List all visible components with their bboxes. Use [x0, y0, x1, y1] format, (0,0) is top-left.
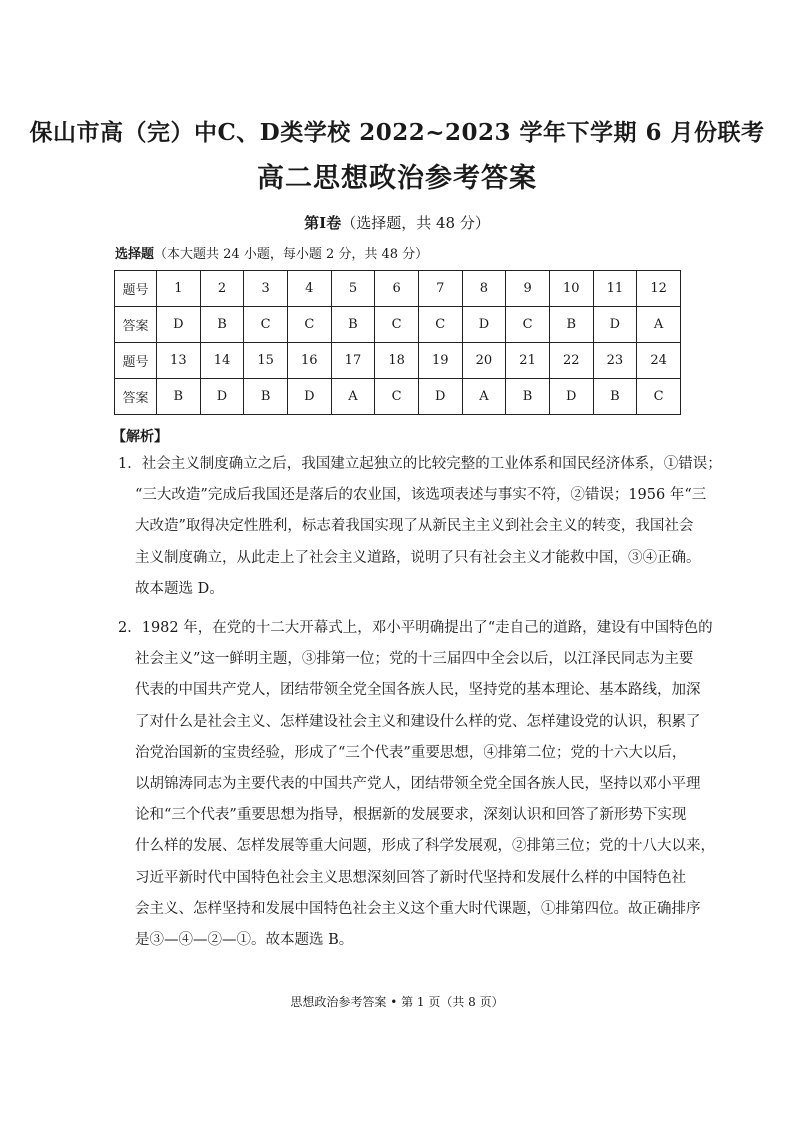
question-number-cell: 6 [375, 271, 419, 307]
table-row [115, 307, 681, 343]
table-row [115, 343, 681, 379]
exam-title: 保山市高（完）中C、D类学校 2022~2023 学年下学期 6 月份联考 [29, 119, 765, 146]
question-number-cell: 1 [157, 271, 201, 307]
answer-cell: C [244, 307, 288, 343]
question-number-cell: 22 [549, 343, 593, 379]
section-heading-label: 第Ⅰ卷 [304, 214, 342, 232]
answer-cell: C [418, 307, 462, 343]
answer-cell: D [462, 307, 506, 343]
item-number: 1． [118, 456, 142, 472]
multiple-choice-label: 选择题 [115, 247, 155, 262]
answer-cell: C [637, 379, 681, 415]
multiple-choice-detail: （本大题共 24 小题，每小题 2 分，共 48 分） [154, 247, 429, 262]
analysis-line: 2．1982 年，在党的十二大开幕式上，邓小平明确提出了“走自己的道路，建设有中国特色的 [118, 620, 713, 636]
question-number-cell: 11 [593, 271, 637, 307]
question-number-cell: 5 [331, 271, 375, 307]
analysis-line: 大改造”取得决定性胜利，标志着我国实现了从新民主主义到社会主义的转变，我国社会 [135, 518, 694, 535]
question-number-cell: 17 [331, 343, 375, 379]
row-label: 题号 [115, 343, 157, 379]
question-number-cell: 14 [200, 343, 244, 379]
table-row [115, 271, 681, 307]
question-number-cell: 4 [287, 271, 331, 307]
question-number-cell: 2 [200, 271, 244, 307]
analysis-title: 【解析】 [112, 429, 168, 445]
section-heading-detail: （选择题，共 48 分） [341, 214, 490, 232]
question-number-cell: 12 [637, 271, 681, 307]
answer-cell: C [506, 307, 550, 343]
answer-cell: B [506, 379, 550, 415]
answer-cell: B [549, 307, 593, 343]
answer-cell: B [200, 307, 244, 343]
question-number-cell: 16 [287, 343, 331, 379]
answer-cell: C [287, 307, 331, 343]
answer-cell: B [593, 379, 637, 415]
answer-cell: B [331, 307, 375, 343]
question-number-cell: 21 [506, 343, 550, 379]
analysis-line: 治党治国新的宝贵经验，形成了“三个代表”重要思想，④排第二位；党的十六大以后， [135, 744, 687, 761]
analysis-line: 习近平新时代中国特色社会主义思想深刻回答了新时代坚持和发展什么样的中国特色社 [135, 869, 686, 886]
table-row [115, 379, 681, 415]
analysis-line: 会主义、怎样坚持和发展中国特色社会主义这个重大时代课题，①排第四位。故正确排序 [135, 900, 701, 917]
analysis-line: 故本题选 D。 [135, 580, 224, 597]
row-label: 答案 [115, 379, 157, 415]
analysis-line: 什么样的发展、怎样发展等重大问题，形成了科学发展观，②排第三位；党的十八大以来， [135, 838, 715, 855]
question-number-cell: 3 [244, 271, 288, 307]
answer-cell: A [637, 307, 681, 343]
analysis-item-2 [118, 613, 715, 956]
answer-table [114, 270, 681, 415]
question-number-cell: 18 [375, 343, 419, 379]
question-number-cell: 24 [637, 343, 681, 379]
question-number-cell: 15 [244, 343, 288, 379]
question-number-cell: 9 [506, 271, 550, 307]
question-number-cell: 10 [549, 271, 593, 307]
row-label: 题号 [115, 271, 157, 307]
analysis-item-1 [118, 449, 722, 605]
analysis-line: 论和“三个代表”重要思想为指导，根据新的发展要求，深刻认识和回答了新形势下实现 [135, 807, 687, 824]
answer-cell: D [593, 307, 637, 343]
section-heading [0, 212, 794, 233]
question-number-cell: 20 [462, 343, 506, 379]
answer-cell: D [200, 379, 244, 415]
answer-cell: A [462, 379, 506, 415]
answer-cell: A [331, 379, 375, 415]
analysis-line: 代表的中国共产党人，团结带领全党全国各族人民，坚持党的基本理论、基本路线，加深 [135, 682, 701, 699]
question-number-cell: 19 [418, 343, 462, 379]
answer-cell: C [375, 379, 419, 415]
analysis-line: 1．社会主义制度确立之后，我国建立起独立的比较完整的工业体系和国民经济体系，①错误； [118, 456, 722, 472]
page-footer: 思想政治参考答案 • 第 1 页（共 8 页） [290, 995, 504, 1009]
question-number-cell: 7 [418, 271, 462, 307]
row-label: 答案 [115, 307, 157, 343]
analysis-line: 主义制度确立，从此走上了社会主义道路，说明了只有社会主义才能救中国，③④正确。 [135, 549, 701, 566]
answer-cell: D [157, 307, 201, 343]
question-number-cell: 13 [157, 343, 201, 379]
answer-cell: B [157, 379, 201, 415]
question-number-cell: 23 [593, 343, 637, 379]
analysis-line: 是③—④—②—①。故本题选 B。 [135, 931, 354, 948]
multiple-choice-note [115, 243, 428, 262]
answer-cell: D [287, 379, 331, 415]
answer-cell: C [375, 307, 419, 343]
document-subtitle: 高二思想政治参考答案 [257, 163, 537, 194]
answer-cell: B [244, 379, 288, 415]
question-number-cell: 8 [462, 271, 506, 307]
item-number: 2． [118, 620, 142, 636]
answer-cell: D [549, 379, 593, 415]
answer-cell: D [418, 379, 462, 415]
analysis-line: 了对什么是社会主义、怎样建设社会主义和建设什么样的党、怎样建设党的认识，积累了 [135, 713, 701, 730]
analysis-line: 以胡锦涛同志为主要代表的中国共产党人，团结带领全党全国各族人民，坚持以邓小平理 [135, 775, 701, 792]
analysis-line: 社会主义”这一鲜明主题，③排第一位；党的十三届四中全会以后，以江泽民同志为主要 [135, 651, 694, 668]
analysis-line: “三大改造”完成后我国还是落后的农业国，该选项表述与事实不符，②错误；1956 年“三 [135, 487, 707, 504]
